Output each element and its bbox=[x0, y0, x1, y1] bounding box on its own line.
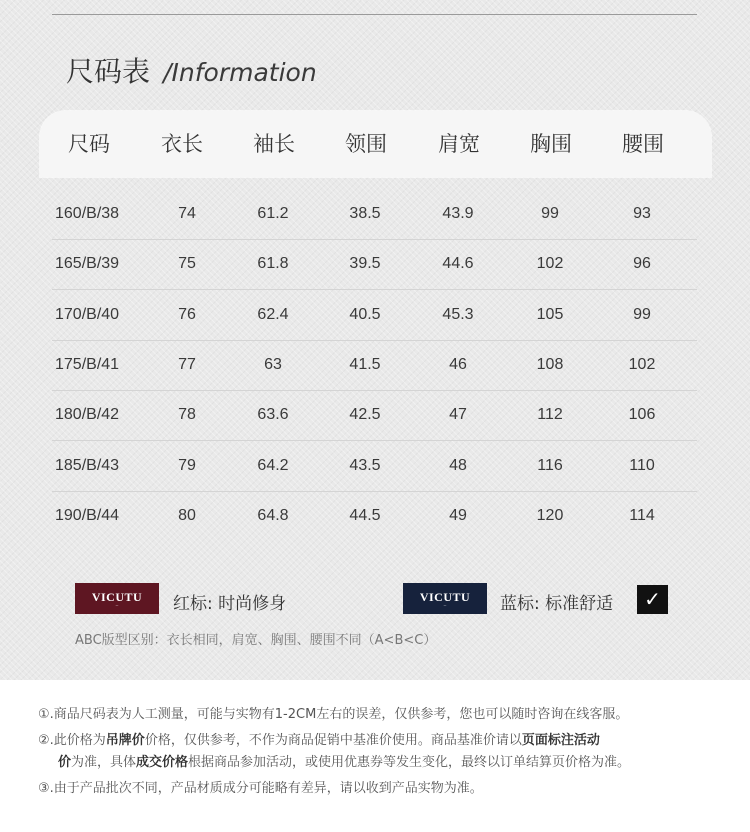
cell-waist: 106 bbox=[628, 406, 656, 424]
cell-size: 180/B/42 bbox=[55, 406, 120, 424]
cell-length: 74 bbox=[178, 205, 196, 222]
table-row bbox=[52, 239, 697, 290]
red-label-text: 红标: 时尚修身 bbox=[173, 594, 287, 614]
title-english: /Information bbox=[163, 58, 317, 87]
cell-size: 165/B/39 bbox=[55, 255, 120, 273]
note-2-line-2: 价为准，具体成交价格根据商品参加活动，或使用优惠券等发生变化，最终以订单结算页价格为准。 bbox=[58, 755, 631, 770]
cell-length: 77 bbox=[178, 355, 196, 373]
cell-chest: 120 bbox=[536, 506, 564, 524]
fit-difference-note: ABC版型区别：衣长相同，肩宽、胸围、腰围不同（A<B<C） bbox=[75, 633, 437, 648]
table-row bbox=[52, 491, 697, 541]
table-row bbox=[52, 441, 697, 492]
cell-chest: 99 bbox=[541, 205, 559, 222]
cell-shoulder: 46 bbox=[449, 355, 467, 373]
header-chest: 胸围 bbox=[530, 132, 572, 156]
title-chinese: 尺码表 bbox=[66, 55, 151, 88]
cell-length: 76 bbox=[178, 305, 196, 323]
cell-shoulder: 45.3 bbox=[442, 305, 474, 323]
cell-sleeve: 61.2 bbox=[257, 205, 289, 222]
header-collar: 领围 bbox=[345, 132, 387, 156]
top-divider bbox=[52, 14, 697, 15]
cell-chest: 108 bbox=[536, 355, 564, 373]
header-size: 尺码 bbox=[68, 132, 110, 156]
checkmark-icon: ✓ bbox=[637, 585, 668, 614]
red-label-tag bbox=[75, 583, 159, 614]
cell-chest: 102 bbox=[536, 255, 564, 273]
cell-sleeve: 63.6 bbox=[257, 406, 289, 424]
cell-waist: 114 bbox=[629, 506, 655, 524]
blue-label-text: 蓝标: 标准舒适 bbox=[500, 594, 614, 614]
cell-sleeve: 62.4 bbox=[257, 305, 289, 323]
cell-waist: 96 bbox=[633, 255, 651, 273]
cell-chest: 112 bbox=[537, 406, 563, 424]
blue-label-tag bbox=[403, 583, 487, 614]
cell-chest: 105 bbox=[536, 305, 564, 323]
cell-shoulder: 44.6 bbox=[442, 255, 474, 273]
note-2-line-1: ②.此价格为吊牌价价格，仅供参考，不作为商品促销中基准价使用。商品基准价请以页面标注活动 bbox=[38, 733, 600, 748]
cell-collar: 44.5 bbox=[349, 506, 381, 524]
cell-collar: 40.5 bbox=[349, 305, 381, 323]
page-title bbox=[66, 50, 317, 90]
cell-collar: 38.5 bbox=[349, 205, 381, 222]
blue-label-logo: VICUTU bbox=[419, 590, 471, 604]
cell-sleeve: 64.2 bbox=[257, 456, 289, 474]
cell-shoulder: 43.9 bbox=[442, 205, 474, 222]
cell-length: 78 bbox=[178, 406, 196, 424]
table-row bbox=[52, 189, 697, 240]
cell-size: 160/B/38 bbox=[55, 205, 120, 222]
cell-chest: 116 bbox=[537, 456, 563, 474]
cell-sleeve: 63 bbox=[264, 355, 282, 373]
cell-length: 80 bbox=[178, 506, 196, 524]
cell-length: 79 bbox=[178, 456, 196, 474]
table-row bbox=[52, 340, 697, 391]
cell-waist: 110 bbox=[629, 456, 655, 474]
note-3: ③.由于产品批次不同，产品材质成分可能略有差异，请以收到产品实物为准。 bbox=[38, 781, 483, 796]
cell-waist: 93 bbox=[633, 205, 651, 222]
cell-sleeve: 61.8 bbox=[257, 255, 289, 273]
cell-collar: 42.5 bbox=[349, 406, 381, 424]
cell-size: 170/B/40 bbox=[55, 305, 120, 323]
cell-length: 75 bbox=[178, 255, 196, 273]
cell-size: 175/B/41 bbox=[55, 355, 120, 373]
header-sleeve: 袖长 bbox=[253, 132, 295, 156]
table-header bbox=[40, 111, 711, 177]
cell-sleeve: 64.8 bbox=[257, 506, 289, 524]
blue-label-script: ~ bbox=[443, 604, 447, 609]
cell-size: 185/B/43 bbox=[55, 456, 120, 474]
cell-waist: 102 bbox=[628, 355, 656, 373]
cell-collar: 39.5 bbox=[349, 255, 381, 273]
table-row bbox=[52, 290, 697, 341]
cell-size: 190/B/44 bbox=[55, 506, 120, 524]
note-1: ①.商品尺码表为人工测量，可能与实物有1-2CM左右的误差，仅供参考，您也可以随时咨询在线客服。 bbox=[38, 707, 629, 722]
cell-waist: 99 bbox=[633, 305, 651, 323]
header-length: 衣长 bbox=[161, 132, 203, 156]
cell-shoulder: 49 bbox=[449, 506, 467, 524]
red-label-logo: VICUTU bbox=[91, 590, 143, 604]
table-row bbox=[52, 390, 697, 441]
cell-shoulder: 48 bbox=[449, 456, 467, 474]
red-label-script: ~ bbox=[115, 604, 119, 609]
cell-collar: 41.5 bbox=[349, 355, 381, 373]
header-shoulder: 肩宽 bbox=[438, 132, 480, 156]
cell-shoulder: 47 bbox=[449, 406, 467, 424]
cell-collar: 43.5 bbox=[349, 456, 381, 474]
header-waist: 腰围 bbox=[622, 132, 664, 156]
